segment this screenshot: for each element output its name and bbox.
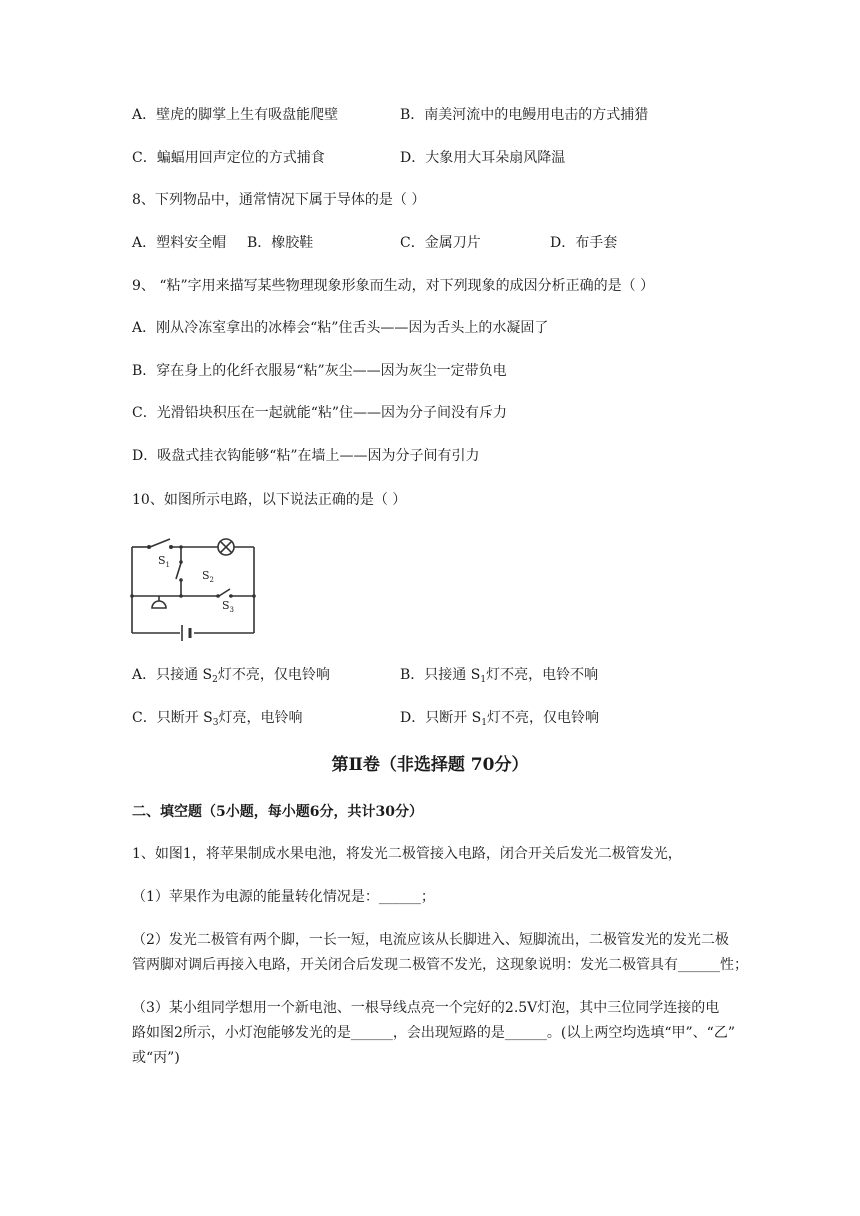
label-s3: $S_3$ <box>222 599 235 614</box>
q8-option-c: C．金属刀片 <box>400 235 481 251</box>
q10-option-a: A．只接通 $S_2$灯不亮，仅电铃响 <box>132 667 330 685</box>
q7-option-d: D．大象用大耳朵扇风降温 <box>400 150 566 166</box>
q10-option-d: D．只断开 $S_1$灯不亮，仅电铃响 <box>400 710 599 728</box>
q8-stem: 8、下列物品中，通常情况下属于导体的是（ ） <box>132 192 426 208</box>
q9-stem: 9、 “粘”字用来描写某些物理现象形象而生动，对下列现象的成因分析正确的是（ ） <box>132 278 655 294</box>
label-s1: $S_1$ <box>158 554 171 569</box>
circuit-diagram <box>126 535 266 645</box>
q8-option-a: A．塑料安全帽 <box>132 235 227 251</box>
q9-option-c: C．光滑铅块积压在一起就能“粘”住——因为分子间没有斥力 <box>132 405 508 421</box>
q9-option-a: A．刚从冷冻室拿出的冰棒会“粘”住舌头——因为舌头上的水凝固了 <box>132 320 549 336</box>
q9-option-d: D．吸盘式挂衣钩能够“粘”在墙上——因为分子间有引力 <box>132 448 480 464</box>
label-s2: $S_2$ <box>202 569 215 584</box>
q10-option-c: C．只断开 $S_3$灯亮，电铃响 <box>132 710 303 728</box>
fill1-part3-line3: 或“丙”) <box>132 1050 180 1066</box>
q10-option-b: B．只接通 $S_1$灯不亮，电铃不响 <box>400 667 599 685</box>
fill1-part2-line2: 管两脚对调后再接入电路，开关闭合后发现二极管不发光，这现象说明：发光二极管具有______性； <box>132 957 748 973</box>
fill1-part2-line1: （2）发光二极管有两个脚，一长一短，电流应该从长脚进入、短脚流出，二极管发光的发光二极 <box>132 932 729 948</box>
fill1-part3-line2: 路如图2所示，小灯泡能够发光的是______，会出现短路的是______。(以上两空均选填“甲”、“乙” <box>132 1025 735 1041</box>
q10-stem: 10、如图所示电路，以下说法正确的是（ ） <box>132 492 407 508</box>
fill1-part1: （1）苹果作为电源的能量转化情况是：______； <box>132 889 435 905</box>
part-title: 二、填空题（5小题，每小题6分，共计30分） <box>132 804 423 820</box>
section-title: 第Ⅱ卷（非选择题 70分） <box>331 755 529 775</box>
fill1-stem: 1、如图1，将苹果制成水果电池，将发光二极管接入电路，闭合开关后发光二极管发光， <box>132 846 682 862</box>
q7-option-a: A．壁虎的脚掌上生有吸盘能爬壁 <box>132 107 339 123</box>
q7-option-c: C．蝙蝠用回声定位的方式捕食 <box>132 150 325 166</box>
q9-option-b: B．穿在身上的化纤衣服易“粘”灰尘——因为灰尘一定带负电 <box>132 363 507 379</box>
fill1-part3-line1: （3）某小组同学想用一个新电池、一根导线点亮一个完好的2.5V灯泡，其中三位同学连接的电 <box>132 1000 720 1016</box>
q8-option-b: B．橡胶鞋 <box>247 235 314 251</box>
q8-option-d: D．布手套 <box>550 235 618 251</box>
q7-option-b: B．南美河流中的电鳗用电击的方式捕猎 <box>400 107 649 123</box>
